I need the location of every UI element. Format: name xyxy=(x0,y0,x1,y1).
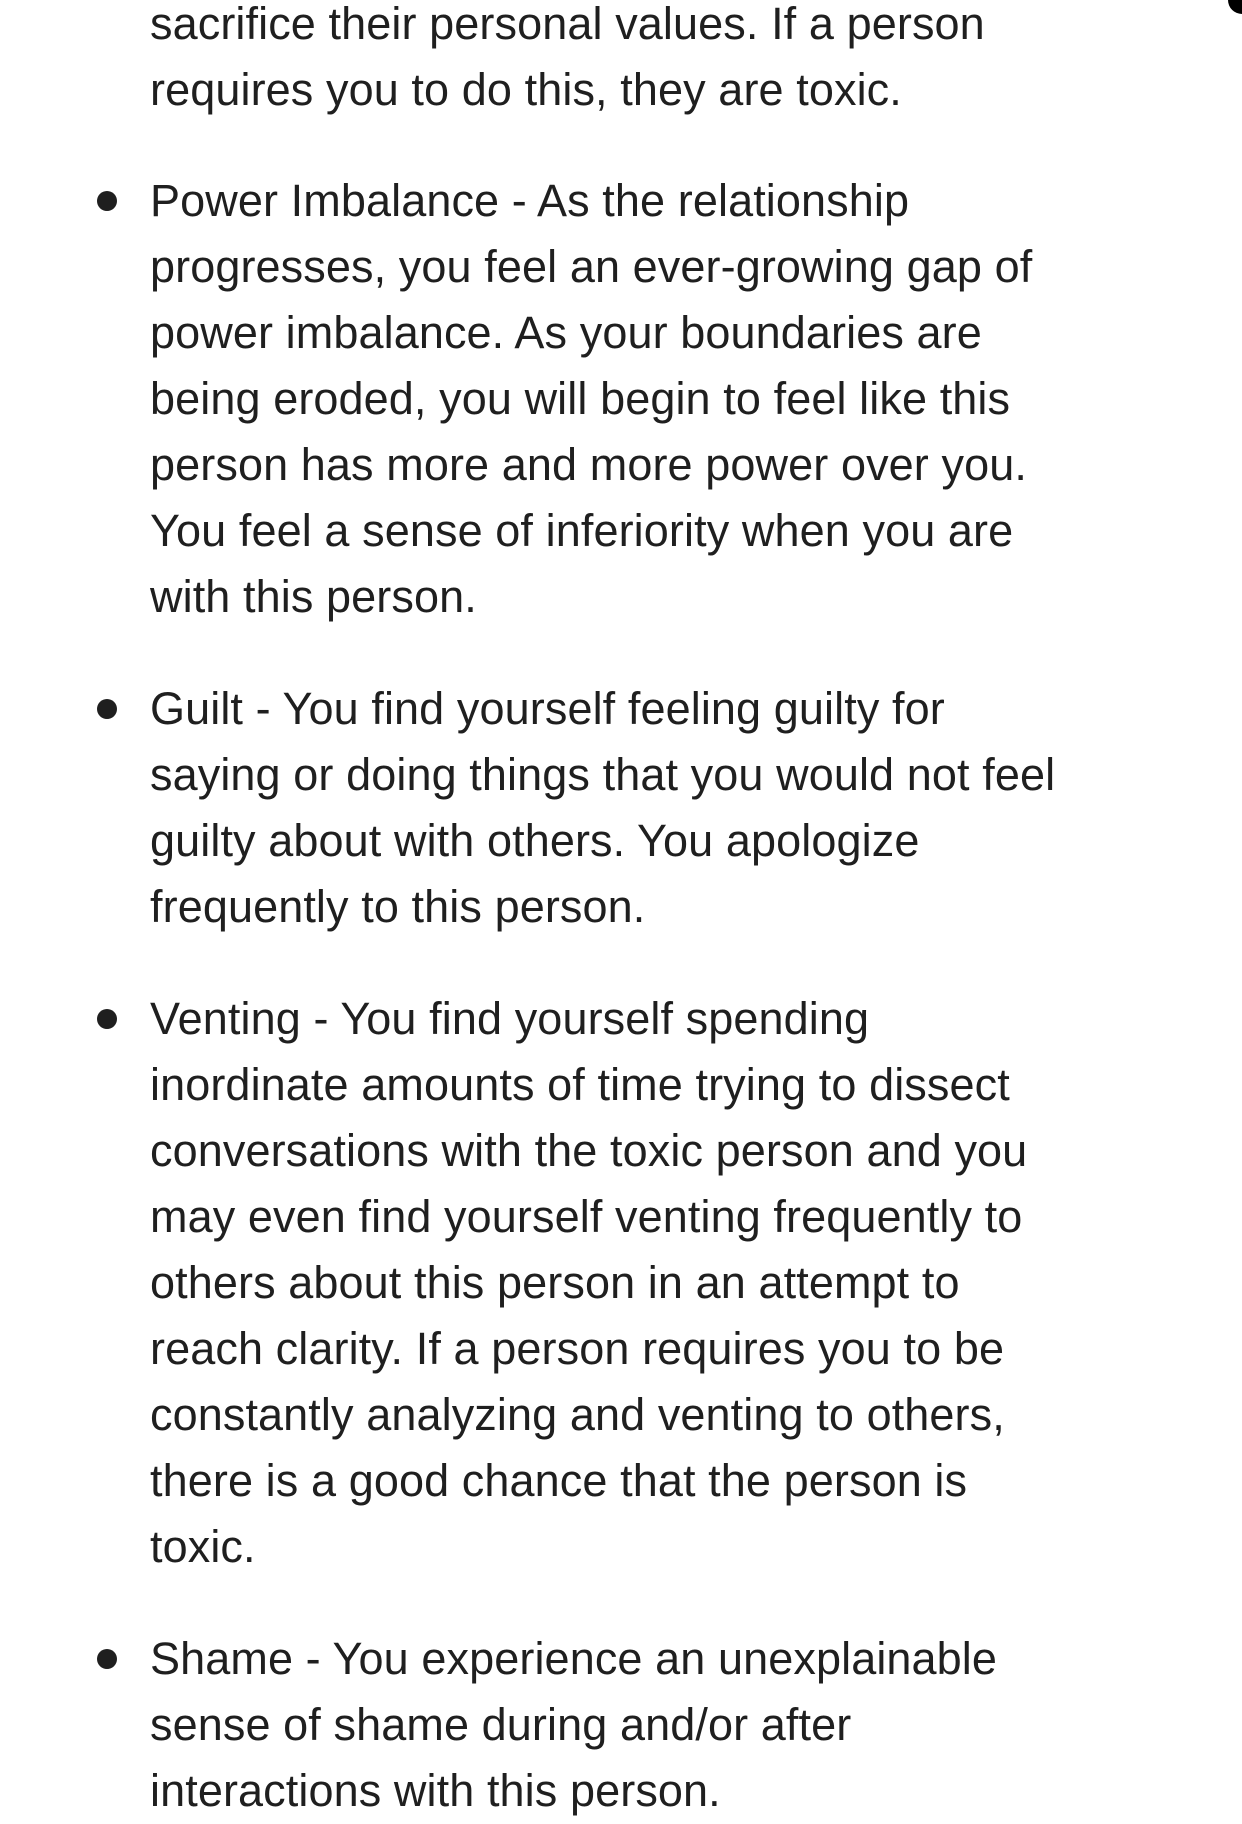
paragraph-line: requires you to do this, they are toxic. xyxy=(150,64,902,115)
list-item-line: saying or doing things that you would not feel xyxy=(150,749,1056,800)
list-item-line: conversations with the toxic person and you xyxy=(150,1125,1028,1176)
list-item-line: with this person. xyxy=(150,571,477,622)
bullet-point xyxy=(97,1649,117,1669)
list-item-line: Power Imbalance - As the relationship xyxy=(150,175,910,226)
list-item-line: inordinate amounts of time trying to dissect xyxy=(150,1059,1010,1110)
list-item-line: others about this person in an attempt to xyxy=(150,1257,960,1308)
list-item-line: person has more and more power over you. xyxy=(150,439,1027,490)
list-item-line: frequently to this person. xyxy=(150,881,646,932)
bullet-point xyxy=(97,699,117,719)
list-item-line: being eroded, you will begin to feel like this xyxy=(150,373,1011,424)
list-item-line: may even find yourself venting frequently to xyxy=(150,1191,1023,1242)
list-item-line: toxic. xyxy=(150,1521,256,1572)
list-item-line: Guilt - You find yourself feeling guilty for xyxy=(150,683,945,734)
list-item-line: Shame - You experience an unexplainable xyxy=(150,1633,998,1684)
list-item-line: You feel a sense of inferiority when you are xyxy=(150,505,1014,556)
list-item-line: reach clarity. If a person requires you to be xyxy=(150,1323,1005,1374)
list-item-line: progresses, you feel an ever-growing gap of xyxy=(150,241,1033,292)
list-item-line: power imbalance. As your boundaries are xyxy=(150,307,982,358)
paragraph-line: sacrifice their personal values. If a person xyxy=(150,0,985,49)
list-item-line: Venting - You find yourself spending xyxy=(150,993,870,1044)
bullet-point xyxy=(97,191,117,211)
list-item-line: constantly analyzing and venting to others, xyxy=(150,1389,1005,1440)
list-item-line: there is a good chance that the person is xyxy=(150,1455,968,1506)
list-item-line: guilty about with others. You apologize xyxy=(150,815,920,866)
list-item-line: sense of shame during and/or after xyxy=(150,1699,852,1750)
bullet-point xyxy=(97,1009,117,1029)
screen-corner xyxy=(1228,0,1242,14)
list-item-line: interactions with this person. xyxy=(150,1765,721,1816)
